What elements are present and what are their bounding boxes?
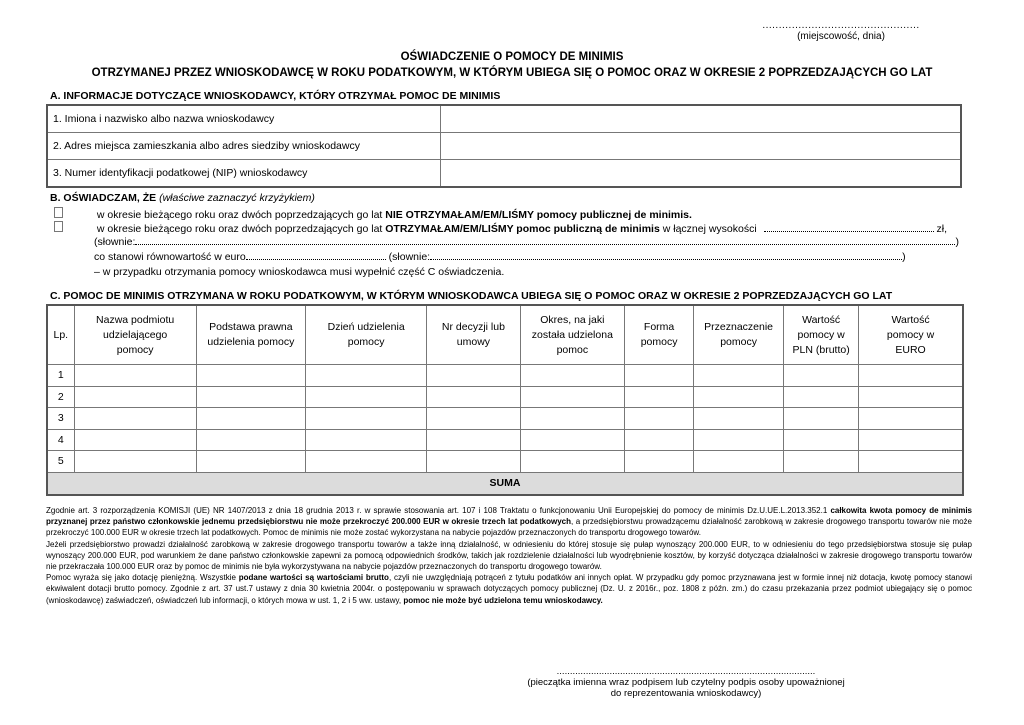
table-row	[47, 408, 963, 430]
table-cell[interactable]	[196, 408, 305, 430]
signature-caption-2: do reprezentowania wnioskodawcy)	[610, 688, 762, 699]
applicant-name-label: 1. Imiona i nazwisko albo nazwa wnioskodawcy	[47, 105, 441, 133]
applicant-address-field[interactable]	[441, 133, 962, 160]
euro-words-label: (słownie:	[388, 251, 431, 263]
table-cell[interactable]	[859, 408, 963, 430]
place-date-dots: ................................................	[762, 20, 920, 31]
sum-label: SUMA	[47, 472, 963, 495]
table-header-row	[47, 305, 963, 365]
legal-p1-bold: całkowita kwota pomocy de minimis przyznanej przez państwo członkowskie jednemu przedsiębiorstwu nie może przekroczyć 200.000 EUR w okresie trzech lat podatkowych	[46, 506, 972, 527]
table-cell[interactable]	[859, 451, 963, 473]
table-cell[interactable]	[784, 365, 859, 387]
option1-text: w okresie bieżącego roku oraz dwóch poprzedzających go lat	[96, 209, 386, 221]
section-a-heading: A. INFORMACJE DOTYCZĄCE WNIOSKODAWCY, KTÓRY OTRZYMAŁ POMOC DE MINIMIS	[50, 90, 501, 102]
table-cell[interactable]	[859, 365, 963, 387]
table-row	[47, 105, 961, 133]
table-cell[interactable]	[306, 451, 427, 473]
legal-p1-rest: , a przedsiębiorstwu prowadzącemu działalność zarobkową w zakresie drogowego transportu towarów nie może przekroczyć 100.000 EUR w okresie trzech lat podatkowych. Pomoc de minimis nie może zostać wykorzystana na nabycie pojazdów przeznaczonych do transportu drogowego towarów.	[46, 517, 973, 538]
legal-p3-rest: , czyli nie uwzględniają potrąceń z tytułu podatków ani innych opłat. W przypadku gdy pomoc przyznawana jest w formie innej niż dotacja, kwotę pomocy stanowi ekwiwalent dotacji brutto pomocy. Zgodnie z art. 37 ust.7 ustawy z dnia 30 kwietnia 2004r. o postępowaniu w sprawach dotyczących pomocy publicznej (Dz. U. z 2016r., poz. 1808 z późn. zm.) do czasu przekazania przez podmiot ubiegający się o pomoc (wnioskodawcę) zaświadczeń, oświadczeń lub informacji, o których mowa w ust. 1, 2 i 5 ww. ustawy,	[46, 573, 972, 605]
table-row	[47, 365, 963, 387]
section-c-heading: C. POMOC DE MINIMIS OTRZYMANA W ROKU PODATKOWYM, W KTÓRYM WNIOSKODAWCA UBIEGA SIĘ O POMOC ORAZ W OKRESIE 2 POPRZEDZAJĄCYCH GO LAT	[50, 290, 893, 302]
col-legal-basis: Podstawa prawna udzielenia pomocy	[196, 305, 305, 365]
section-b-title: B. OŚWIADCZAM, ŻE	[50, 192, 157, 204]
option-received	[54, 221, 974, 235]
row-number: 1	[47, 365, 74, 387]
col-lp: Lp.	[47, 305, 74, 365]
euro-label: co stanowi równowartość w euro	[94, 251, 246, 263]
amount-words-label: (słownie:	[94, 236, 136, 248]
table-cell[interactable]	[625, 386, 694, 408]
table-cell[interactable]	[306, 365, 427, 387]
col-period: Okres, na jaki została udzielona pomoc	[520, 305, 625, 365]
amount-words-row	[94, 236, 966, 248]
option1-bold: NIE OTRZYMAŁAM/EM/LIŚMY pomocy publicznej de minimis.	[385, 209, 692, 221]
table-cell[interactable]	[306, 408, 427, 430]
currency-label: zł,	[936, 223, 948, 235]
option-not-received	[54, 207, 692, 221]
signature-line[interactable]: ..................................................................................................	[556, 666, 816, 677]
table-cell[interactable]	[784, 429, 859, 451]
table-cell[interactable]	[427, 365, 520, 387]
col-grant-date: Dzień udzielenia pomocy	[306, 305, 427, 365]
table-cell[interactable]	[306, 429, 427, 451]
row-number: 5	[47, 451, 74, 473]
table-cell[interactable]	[74, 408, 196, 430]
place-date-block	[736, 20, 946, 42]
checkbox-received[interactable]	[54, 221, 63, 232]
legal-p1-text: Zgodnie art. 3 rozporządzenia KOMISJI (UE) NR 1407/2013 z dnia 18 grudnia 2013 r. w sprawie stosowania art. 107 i 108 Traktatu o funkcjonowaniu Unii Europejskiej do pomocy de minimis Dz.U.UE.L.2013.352.1	[46, 506, 831, 515]
title-line2: OTRZYMANEJ PRZEZ WNIOSKODAWCĘ W ROKU PODATKOWYM, W KTÓRYM UBIEGA SIĘ O POMOC ORAZ W OKRESIE 2 POPRZEDZAJĄCYCH GO LAT	[91, 67, 933, 79]
table-cell[interactable]	[74, 451, 196, 473]
table-cell[interactable]	[74, 429, 196, 451]
applicant-nip-field[interactable]	[441, 160, 962, 188]
checkbox-not-received[interactable]	[54, 207, 63, 218]
amount-words-field[interactable]	[135, 244, 955, 245]
applicant-nip-label: 3. Numer identyfikacji podatkowej (NIP) wnioskodawcy	[47, 160, 441, 188]
table-cell[interactable]	[784, 386, 859, 408]
table-cell[interactable]	[74, 365, 196, 387]
signature-block	[506, 666, 866, 699]
table-cell[interactable]	[196, 429, 305, 451]
applicant-info-table	[46, 104, 962, 188]
table-cell[interactable]	[694, 408, 784, 430]
table-cell[interactable]	[694, 451, 784, 473]
legal-p3-end: pomoc nie może być udzielona temu wnioskodawcy.	[403, 595, 603, 605]
table-cell[interactable]	[427, 408, 520, 430]
legal-notice	[46, 505, 972, 606]
col-value-pln: Wartość pomocy w PLN (brutto)	[784, 305, 859, 365]
option2-post: w łącznej wysokości	[659, 223, 757, 235]
table-cell[interactable]	[74, 386, 196, 408]
option2-text: w okresie bieżącego roku oraz dwóch poprzedzających go lat	[96, 223, 386, 235]
table-cell[interactable]	[306, 386, 427, 408]
table-cell[interactable]	[694, 429, 784, 451]
col-form: Forma pomocy	[625, 305, 694, 365]
option2-bold: OTRZYMAŁAM/EM/LIŚMY pomoc publiczną de minimis	[385, 223, 660, 235]
amount-words-close: )	[955, 236, 959, 248]
table-cell[interactable]	[520, 451, 625, 473]
legal-p3-text: Pomoc wyraża się jako dotację pieniężną. Wszystkie	[46, 573, 239, 583]
table-cell[interactable]	[625, 429, 694, 451]
title-line1: OŚWIADCZENIE O POMOCY DE MINIMIS	[400, 51, 624, 63]
table-row	[47, 429, 963, 451]
euro-words-field[interactable]	[430, 259, 902, 260]
legal-paragraph-2: Jeżeli przedsiębiorstwo prowadzi działalność zarobkową w zakresie drogowego transportu towarów a także inną działalność, w odniesieniu do której stosuje się pułap wynoszący 200.000 EUR, to w odniesieniu do tego przedsiębiorstwa stosuje się pułap wynoszący 200.000 EUR, pod warunkiem że dane państwo członkowskie zapewni za pomocą odpowiednich środków, takich jak rozdzielenie działalności lub wyodrębnienie kosztów, by korzyść dotycząca działalności w zakresie drogowego transportu towarów nie przekraczała 100.000 EUR oraz by pomoc de minimis nie była wykorzystywana na nabycie pojazdów przeznaczonych do transportu drogowego towarów.	[46, 539, 972, 572]
legal-paragraph-1	[46, 505, 972, 539]
table-cell[interactable]	[625, 365, 694, 387]
table-row	[47, 160, 961, 188]
row-number: 4	[47, 429, 74, 451]
table-cell[interactable]	[784, 451, 859, 473]
aid-table	[46, 304, 964, 496]
table-cell[interactable]	[196, 451, 305, 473]
table-cell[interactable]	[520, 408, 625, 430]
table-cell[interactable]	[694, 386, 784, 408]
applicant-name-field[interactable]	[441, 105, 962, 133]
section-b-heading	[50, 192, 315, 204]
applicant-address-label: 2. Adres miejsca zamieszkania albo adres siedziby wnioskodawcy	[47, 133, 441, 160]
table-cell[interactable]	[694, 365, 784, 387]
euro-amount-field[interactable]	[246, 259, 386, 260]
table-cell[interactable]	[196, 386, 305, 408]
table-cell[interactable]	[520, 365, 625, 387]
table-cell[interactable]	[859, 429, 963, 451]
row-number: 3	[47, 408, 74, 430]
col-value-eur: Wartość pomocy w EURO	[859, 305, 963, 365]
place-date-label: (miejscowość, dnia)	[797, 31, 885, 42]
section-b-instruction: – w przypadku otrzymania pomocy wnioskodawca musi wypełnić część C oświadczenia.	[94, 266, 505, 278]
table-row	[47, 133, 961, 160]
col-purpose: Przeznaczenie pomocy	[694, 305, 784, 365]
row-number: 2	[47, 386, 74, 408]
table-row	[47, 451, 963, 473]
table-cell[interactable]	[427, 386, 520, 408]
table-cell[interactable]	[625, 408, 694, 430]
table-cell[interactable]	[427, 429, 520, 451]
col-decision-no: Nr decyzji lub umowy	[427, 305, 520, 365]
table-cell[interactable]	[520, 429, 625, 451]
table-cell[interactable]	[196, 365, 305, 387]
euro-row	[94, 251, 966, 263]
col-grantor: Nazwa podmiotu udzielającego pomocy	[74, 305, 196, 365]
table-cell[interactable]	[520, 386, 625, 408]
sum-row	[47, 472, 963, 495]
euro-words-close: )	[902, 251, 906, 263]
legal-paragraph-3	[46, 572, 972, 606]
table-row	[47, 386, 963, 408]
table-cell[interactable]	[784, 408, 859, 430]
table-cell[interactable]	[859, 386, 963, 408]
table-cell[interactable]	[427, 451, 520, 473]
legal-p3-bold: podane wartości są wartościami brutto	[238, 573, 389, 583]
table-cell[interactable]	[625, 451, 694, 473]
section-b-note: (właściwe zaznaczyć krzyżykiem)	[159, 192, 315, 204]
total-amount-field[interactable]	[764, 231, 934, 232]
signature-caption-1: (pieczątka imienna wraz podpisem lub czytelny podpis osoby upoważnionej	[527, 677, 845, 688]
